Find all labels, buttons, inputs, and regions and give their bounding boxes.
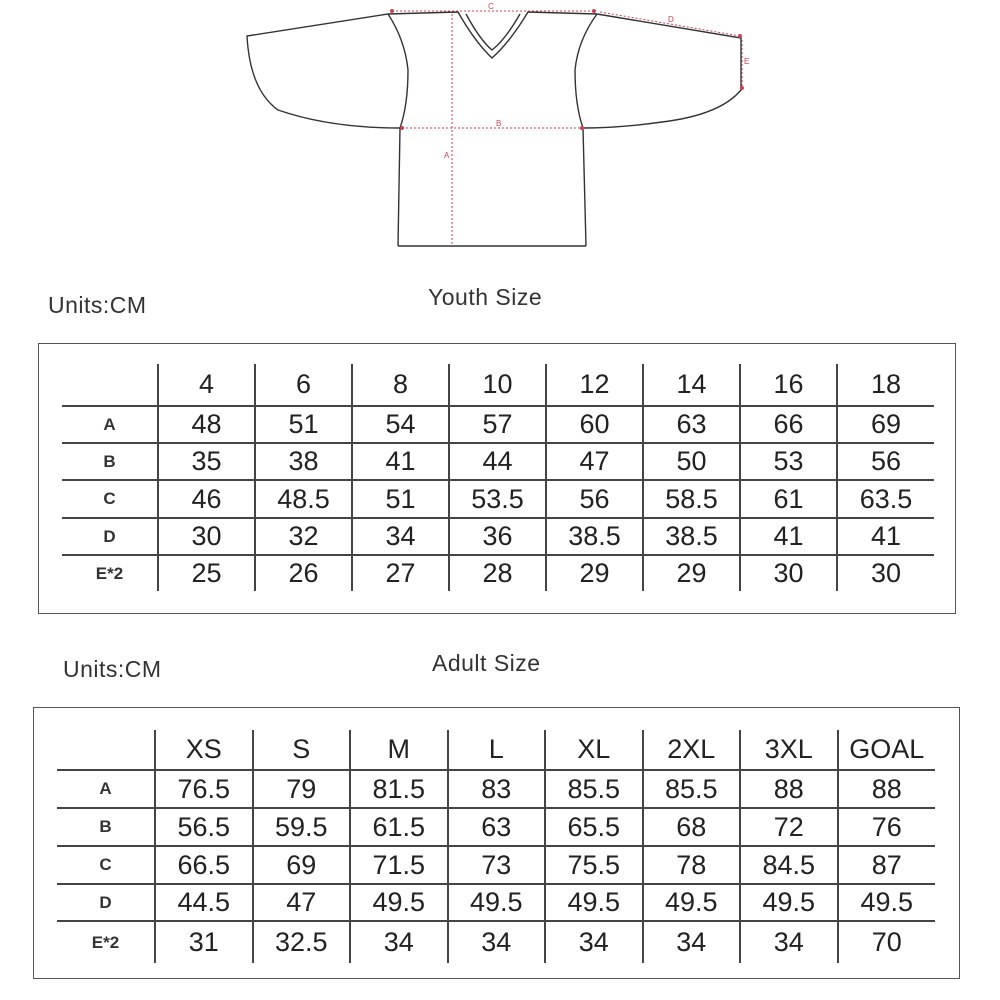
youth-value-cell: 38.5 [643,518,740,555]
adult-units: Units:CM [63,656,162,682]
adult-value-cell: 49.5 [740,884,838,921]
youth-units: Units:CM [48,292,147,318]
body-left [388,14,408,246]
label-e: E [744,57,750,66]
left-sleeve [247,14,400,128]
youth-value-cell: 29 [643,555,740,591]
adult-value-cell: 88 [838,770,936,808]
adult-value-cell: 32.5 [253,921,351,963]
adult-measure-row [57,808,935,846]
youth-value-cell: 29 [546,555,643,591]
jersey-diagram [0,0,1000,260]
adult-value-cell: 72 [740,808,838,846]
youth-value-cell: 44 [449,443,546,480]
youth-value-cell: 47 [546,443,643,480]
adult-value-cell: 61.5 [350,808,448,846]
youth-value-cell: 53.5 [449,480,546,518]
adult-value-cell: 79 [253,770,351,808]
adult-value-cell: 85.5 [643,770,741,808]
youth-measure-row [62,480,934,518]
youth-measure-row [62,555,934,591]
adult-value-cell: 88 [740,770,838,808]
youth-value-cell: 46 [158,480,255,518]
adult-size-header: M [350,730,448,770]
youth-corner-cell [62,364,158,406]
youth-size-header: 6 [255,364,352,406]
adult-row-label: D [99,892,112,912]
adult-value-cell: 78 [643,846,741,884]
label-a: A [444,151,450,160]
youth-value-cell: 36 [449,518,546,555]
right-sleeve [583,14,741,128]
adult-value-cell: 83 [448,770,546,808]
adult-size-header: XS [155,730,253,770]
label-b: B [496,119,502,128]
youth-value-cell: 58.5 [643,480,740,518]
youth-value-cell: 54 [352,406,449,443]
adult-value-cell: 47 [253,884,351,921]
adult-measure-row [57,921,935,963]
youth-value-cell: 61 [740,480,837,518]
adult-value-cell: 71.5 [350,846,448,884]
youth-value-cell: 57 [449,406,546,443]
adult-size-header: 2XL [643,730,741,770]
youth-size-header: 14 [643,364,740,406]
adult-value-cell: 73 [448,846,546,884]
adult-corner-cell [57,730,155,770]
adult-row-label: A [99,779,112,798]
youth-value-cell: 34 [352,518,449,555]
youth-value-cell: 30 [740,555,837,591]
adult-value-cell: 87 [838,846,936,884]
adult-measure-row [57,846,935,884]
label-d: D [668,15,674,24]
collar-inner [466,14,520,50]
collar [388,12,597,58]
adult-value-cell: 75.5 [545,846,643,884]
adult-value-cell: 31 [155,921,253,963]
adult-value-cell: 76.5 [155,770,253,808]
youth-value-cell: 56 [837,443,934,480]
youth-value-cell: 56 [546,480,643,518]
adult-size-table [57,730,935,963]
adult-row-label: E*2 [91,932,120,952]
adult-value-cell: 49.5 [448,884,546,921]
youth-size-header: 16 [740,364,837,406]
youth-value-cell: 63 [643,406,740,443]
adult-size-header: GOAL [838,730,936,770]
youth-size-table [62,364,934,591]
body-right [575,14,597,246]
adult-value-cell: 44.5 [155,884,253,921]
youth-value-cell: 38 [255,443,352,480]
youth-value-cell: 25 [158,555,255,591]
youth-size-header: 8 [352,364,449,406]
adult-title: Adult Size [432,650,541,676]
youth-value-cell: 35 [158,443,255,480]
adult-measure-row [57,770,935,808]
adult-value-cell: 66.5 [155,846,253,884]
adult-value-cell: 70 [838,921,936,963]
adult-value-cell: 34 [448,921,546,963]
adult-value-cell: 34 [740,921,838,963]
youth-value-cell: 51 [255,406,352,443]
youth-value-cell: 63.5 [837,480,934,518]
adult-value-cell: 65.5 [545,808,643,846]
youth-value-cell: 48 [158,406,255,443]
adult-value-cell: 56.5 [155,808,253,846]
youth-value-cell: 32 [255,518,352,555]
adult-value-cell: 81.5 [350,770,448,808]
youth-row-label: A [103,414,116,434]
youth-value-cell: 53 [740,443,837,480]
youth-value-cell: 30 [837,555,934,591]
adult-value-cell: 49.5 [545,884,643,921]
youth-value-cell: 28 [449,555,546,591]
youth-measure-row [62,443,934,480]
youth-value-cell: 26 [255,555,352,591]
youth-value-cell: 69 [837,406,934,443]
adult-size-header: XL [545,730,643,770]
youth-value-cell: 41 [837,518,934,555]
youth-value-cell: 51 [352,480,449,518]
adult-row-label: B [99,817,112,836]
adult-measure-row [57,884,935,921]
adult-value-cell: 34 [545,921,643,963]
youth-size-header: 10 [449,364,546,406]
adult-value-cell: 85.5 [545,770,643,808]
adult-value-cell: 49.5 [643,884,741,921]
adult-row-label: C [99,855,112,874]
adult-value-cell: 34 [643,921,741,963]
label-c: C [488,2,494,11]
adult-size-header: 3XL [740,730,838,770]
adult-value-cell: 84.5 [740,846,838,884]
youth-value-cell: 48.5 [255,480,352,518]
youth-value-cell: 27 [352,555,449,591]
youth-size-header: 18 [837,364,934,406]
adult-value-cell: 69 [253,846,351,884]
youth-value-cell: 38.5 [546,518,643,555]
youth-measure-row [62,406,934,443]
youth-row-label: E*2 [95,563,124,583]
adult-value-cell: 34 [350,921,448,963]
youth-size-header: 4 [158,364,255,406]
youth-row-label: D [103,526,116,546]
adult-value-cell: 49.5 [350,884,448,921]
adult-value-cell: 49.5 [838,884,936,921]
youth-value-cell: 66 [740,406,837,443]
youth-title: Youth Size [428,284,543,310]
youth-measure-row [62,518,934,555]
adult-value-cell: 63 [448,808,546,846]
adult-size-header: S [253,730,351,770]
adult-size-header: L [448,730,546,770]
adult-value-cell: 76 [838,808,936,846]
youth-size-header: 12 [546,364,643,406]
adult-value-cell: 59.5 [253,808,351,846]
youth-value-cell: 50 [643,443,740,480]
youth-value-cell: 30 [158,518,255,555]
youth-row-label: B [103,451,116,471]
youth-value-cell: 60 [546,406,643,443]
youth-row-label: C [103,489,116,508]
youth-value-cell: 41 [740,518,837,555]
youth-value-cell: 41 [352,443,449,480]
adult-value-cell: 68 [643,808,741,846]
